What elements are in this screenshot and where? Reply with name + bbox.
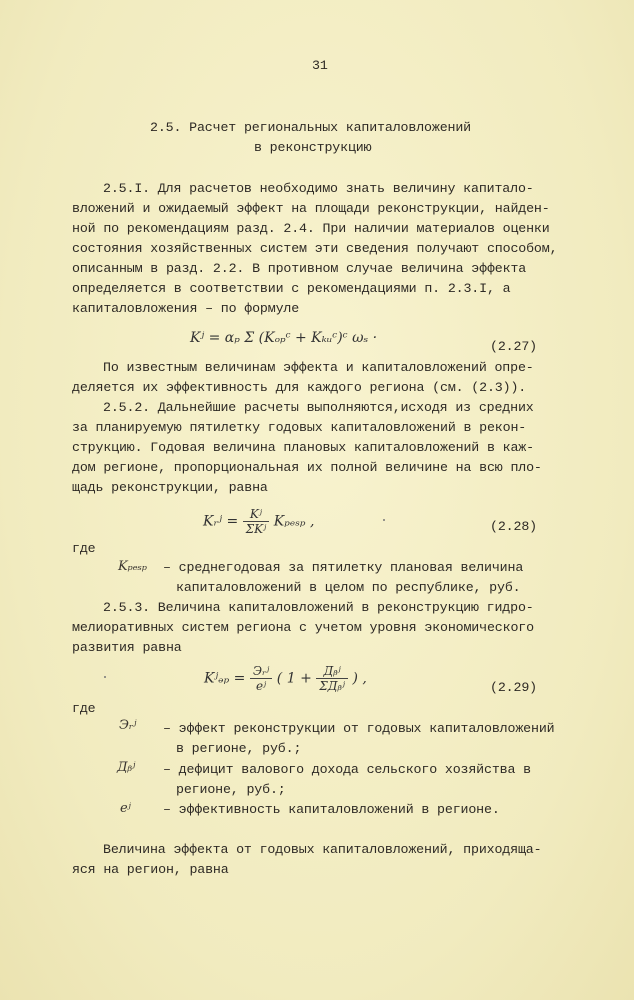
text-line: вложений и ожидаемый эффект на площади реконструкции, найден- — [72, 201, 550, 216]
equation-rhs: = αₚ Σ (Kₒₚᶜ + Kₖᵤᶜ)ᶜ ωₛ · — [208, 330, 378, 346]
text-line: где — [72, 701, 96, 716]
symbol-e-r: Эᵣʲ — [119, 718, 137, 733]
fraction-numerator: Дᵦʲ — [316, 664, 348, 679]
ink-speck — [383, 519, 385, 521]
text-line: ной по рекомендациям разд. 2.4. При наличии материалов оценки — [72, 221, 550, 236]
text-line: мелиоративных систем региона с учетом уровня экономического — [72, 620, 534, 635]
text-line: за планируемую пятилетку годовых капиталовложений в рекон- — [72, 420, 527, 435]
equation-tail: Kₚₑₛₚ , — [273, 513, 315, 530]
equation-lhs: Kʲₔₚ = — [204, 670, 246, 687]
ink-speck — [104, 676, 106, 678]
fraction — [250, 664, 273, 693]
equation-number: (2.27) — [490, 339, 537, 354]
text-line: – эффективность капиталовложений в регионе. — [163, 802, 500, 817]
text-line: струкцию. Годовая величина плановых капиталовложений в каж- — [72, 440, 534, 455]
text-line: По известным величинам эффекта и капиталовложений опре- — [103, 360, 534, 375]
equation-number: (2.28) — [490, 519, 537, 534]
text-line: в регионе, руб.; — [176, 741, 302, 756]
fraction — [316, 664, 348, 693]
section-heading-line-1: 2.5. Расчет региональных капиталовложений — [150, 120, 472, 135]
equation-lhs: Kᵣʲ = — [203, 513, 239, 530]
page-number: 31 — [312, 58, 328, 73]
symbol-e-j: eʲ — [120, 801, 131, 816]
fraction-denominator: eʲ — [255, 679, 267, 693]
text-line: капиталовложений в целом по республике, руб. — [176, 580, 521, 595]
text-line: состояния хозяйственных систем эти сведения получают способом, — [72, 241, 558, 256]
equation-2-29 — [204, 664, 367, 693]
symbol-d-b: Дᵦʲ — [117, 760, 136, 775]
symbol-k-resp: Kₚₑₛₚ — [118, 559, 147, 574]
text-line: яся на регион, равна — [72, 862, 229, 877]
section-heading-line-2: в реконструкцию — [254, 140, 372, 155]
text-line: 2.5.2. Дальнейшие расчеты выполняются,исходя из средних — [103, 400, 534, 415]
fraction-denominator: ΣKʲ — [245, 522, 267, 536]
text-line: деляется их эффективность для каждого региона (см. (2.3)). — [72, 380, 527, 395]
fraction-numerator: Эᵣʲ — [250, 664, 273, 679]
equation-number: (2.29) — [490, 680, 537, 695]
fraction-denominator: ΣДᵦʲ — [319, 679, 346, 693]
text-line: регионе, руб.; — [176, 782, 286, 797]
text-line: развития равна — [72, 640, 182, 655]
text-line: дом регионе, пропорциональная их полной величине на всю пло- — [72, 460, 542, 475]
equation-paren: ( 1 + — [276, 670, 312, 687]
text-line: 2.5.3. Величина капиталовложений в реконструкцию гидро- — [103, 600, 534, 615]
fraction — [243, 507, 270, 536]
text-line: капиталовложения – по формуле — [72, 301, 300, 316]
equation-lhs: Kʲ — [190, 330, 205, 346]
text-line: описанным в разд. 2.2. В противном случае величина эффекта — [72, 261, 527, 276]
text-line: 2.5.I. Для расчетов необходимо знать величину капитало- — [103, 181, 534, 196]
text-line: щадь реконструкции, равна — [72, 480, 268, 495]
equation-2-27 — [190, 330, 377, 346]
text-line: – эффект реконструкции от годовых капиталовложений — [163, 721, 555, 736]
text-line: определяется в соответствии с рекомендациями п. 2.3.I, а — [72, 281, 511, 296]
text-line: где — [72, 541, 96, 556]
fraction-numerator: Kʲ — [243, 507, 270, 522]
equation-2-28 — [203, 507, 314, 536]
text-line: – среднегодовая за пятилетку плановая величина — [163, 560, 524, 575]
equation-close: ) , — [352, 670, 367, 687]
text-line: Величина эффекта от годовых капиталовложений, приходяща- — [103, 842, 542, 857]
text-line: – дефицит валового дохода сельского хозяйства в — [163, 762, 531, 777]
